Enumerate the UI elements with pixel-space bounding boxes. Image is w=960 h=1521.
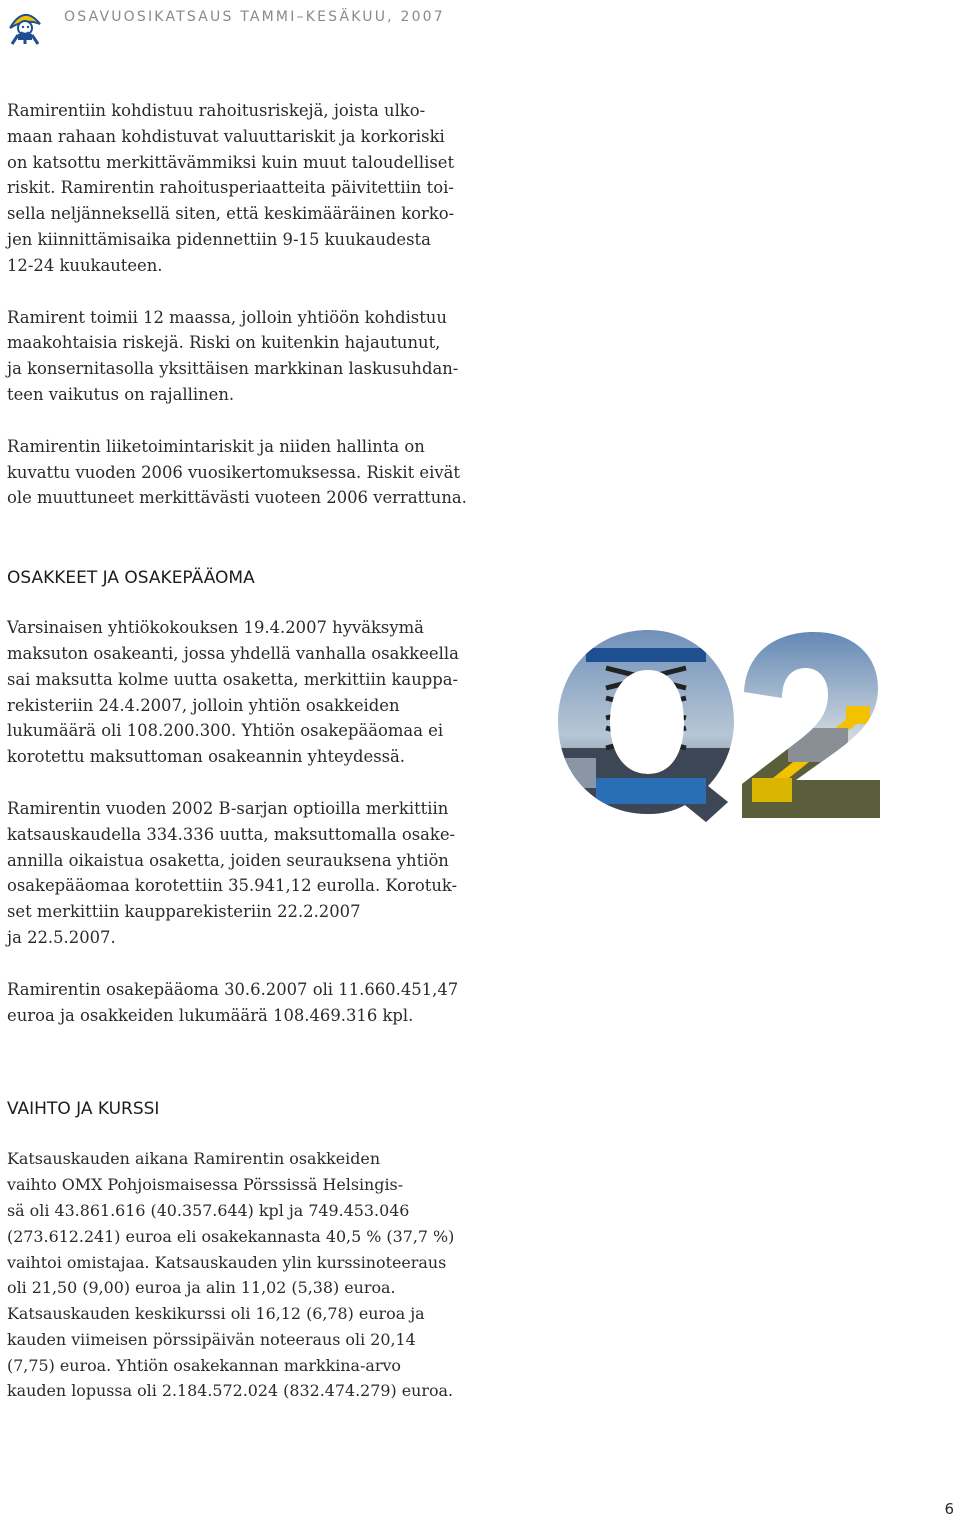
risk-paragraph-1 (7, 98, 477, 279)
text-line: euroa ja osakkeiden lukumäärä 108.469.316 kpl. (7, 1005, 414, 1025)
text-line: maan rahaan kohdistuvat valuuttariskit ja korkoriski (7, 126, 445, 146)
shares-heading: OSAKKEET JA OSAKEPÄÄOMA (7, 568, 255, 589)
text-line: vaihtoi omistajaa. Katsauskauden ylin kurssinoteeraus (7, 1252, 447, 1272)
text-line: annilla oikaistua osaketta, joiden seurauksena yhtiön (7, 850, 449, 870)
text-line: on katsottu merkittävämmiksi kuin muut taloudelliset (7, 152, 455, 172)
shares-paragraph-2 (7, 796, 477, 951)
page-number: 6 (944, 1500, 954, 1518)
report-title: OSAVUOSIKATSAUS TAMMI–KESÄKUU, 2007 (64, 9, 445, 25)
shares-paragraph-3 (7, 977, 477, 1029)
ramirent-mascot-logo-icon (4, 2, 46, 46)
text-line: ja 22.5.2007. (7, 927, 116, 947)
text-line: Varsinaisen yhtiökokouksen 19.4.2007 hyväksymä (7, 618, 424, 638)
text-line: Katsauskauden keskikurssi oli 16,12 (6,78) euroa ja (7, 1304, 425, 1324)
risk-paragraph-2 (7, 305, 477, 408)
text-line: 12-24 kuukauteen. (7, 255, 163, 275)
trading-heading: VAIHTO JA KURSSI (7, 1099, 160, 1120)
text-line: Katsauskauden aikana Ramirentin osakkeiden (7, 1149, 381, 1169)
text-line: (273.612.241) euroa eli osakekannasta 40,5 % (37,7 %) (7, 1226, 455, 1246)
text-line: kauden lopussa oli 2.184.572.024 (832.474.279) euroa. (7, 1381, 454, 1401)
text-line: rekisteriin 24.4.2007, jolloin yhtiön osakkeiden (7, 695, 400, 715)
text-line: kauden viimeisen pörssipäivän noteeraus oli 20,14 (7, 1329, 416, 1349)
text-line: ole muuttuneet merkittävästi vuoteen 2006 verrattuna. (7, 488, 467, 508)
main-text-column (7, 98, 477, 1430)
risk-paragraph-3 (7, 434, 477, 511)
text-line: kuvattu vuoden 2006 vuosikertomuksessa. Riskit eivät (7, 462, 460, 482)
text-line: Ramirent toimii 12 maassa, jolloin yhtiöön kohdistuu (7, 307, 447, 327)
text-line: maksuton osakeanti, jossa yhdellä vanhalla osakkeella (7, 643, 459, 663)
text-line: sella neljänneksellä siten, että keskimääräinen korko- (7, 204, 455, 224)
trading-paragraph (7, 1146, 477, 1404)
text-line: teen vaikutus on rajallinen. (7, 384, 235, 404)
text-line: riskit. Ramirentin rahoitusperiaatteita päivitettiin toi- (7, 178, 454, 198)
text-line: sä oli 43.861.616 (40.357.644) kpl ja 749.453.046 (7, 1200, 410, 1220)
text-line: katsauskaudella 334.336 uutta, maksuttomalla osake- (7, 824, 456, 844)
page-header (0, 0, 960, 48)
text-line: ja konsernitasolla yksittäisen markkinan laskusuhdan- (7, 359, 459, 379)
text-line: sai maksutta kolme uutta osaketta, merkittiin kauppa- (7, 669, 459, 689)
text-line: korotettu maksuttoman osakeannin yhteydessä. (7, 747, 406, 767)
text-line: osakepääomaa korotettiin 35.941,12 eurolla. Korotuk- (7, 876, 458, 896)
text-line: vaihto OMX Pohjoismaisessa Pörssissä Helsingis- (7, 1175, 404, 1195)
text-line: (7,75) euroa. Yhtiön osakekannan markkina-arvo (7, 1355, 401, 1375)
text-line: Ramirentin vuoden 2002 B-sarjan optioilla merkittiin (7, 798, 449, 818)
text-line: set merkittiin kaupparekisteriin 22.2.2007 (7, 902, 361, 922)
text-line: lukumäärä oli 108.200.300. Yhtiön osakepääomaa ei (7, 721, 444, 741)
text-line: Ramirentin liiketoimintariskit ja niiden hallinta on (7, 436, 425, 456)
shares-paragraph-1 (7, 615, 477, 770)
text-line: Ramirentiin kohdistuu rahoitusriskejä, joista ulko- (7, 101, 426, 120)
text-line: Ramirentin osakepääoma 30.6.2007 oli 11.660.451,47 (7, 979, 459, 999)
text-line: jen kiinnittämisaika pidennettiin 9-15 kuukaudesta (7, 229, 431, 249)
text-line: maakohtaisia riskejä. Riski on kuitenkin hajautunut, (7, 333, 441, 353)
q2-photo-collage-icon (556, 628, 882, 822)
text-line: oli 21,50 (9,00) euroa ja alin 11,02 (5,38) euroa. (7, 1278, 396, 1298)
